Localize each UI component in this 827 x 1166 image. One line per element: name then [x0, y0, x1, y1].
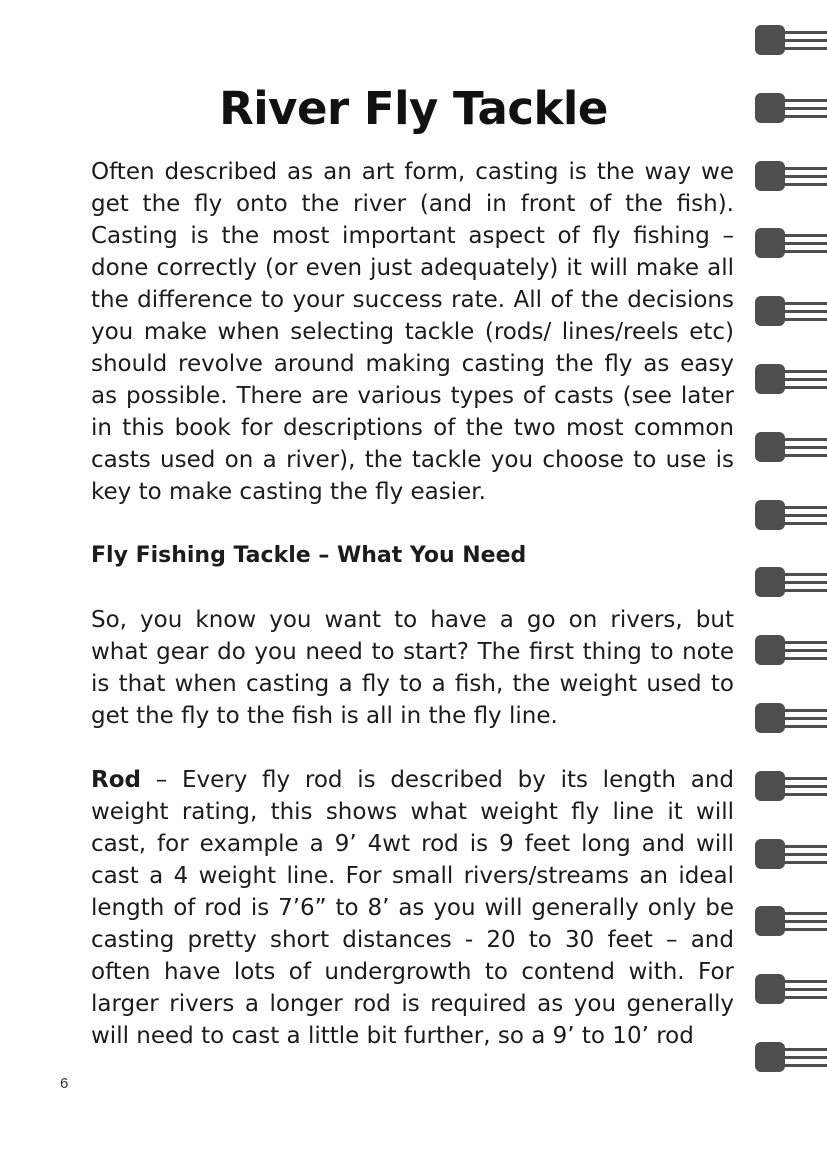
- binding-wire: [781, 853, 827, 856]
- binding-wire: [781, 793, 827, 796]
- binding-wire: [781, 845, 827, 848]
- binding-wire: [781, 589, 827, 592]
- binding-ring: [755, 228, 827, 258]
- binding-wire: [781, 861, 827, 864]
- paragraph-spacer: [91, 732, 734, 764]
- section-heading: Fly Fishing Tackle – What You Need: [91, 543, 527, 568]
- binding-wire: [781, 522, 827, 525]
- binding-wire: [781, 234, 827, 237]
- binding-wire: [781, 785, 827, 788]
- rod-paragraph: [91, 764, 734, 1052]
- binding-wire: [781, 310, 827, 313]
- binding-ring: [755, 364, 827, 394]
- spiral-binding: [755, 0, 827, 1166]
- binding-wire: [781, 988, 827, 991]
- binding-wire: [781, 996, 827, 999]
- binding-wire: [781, 107, 827, 110]
- binding-ring: [755, 703, 827, 733]
- binding-wire: [781, 506, 827, 509]
- binding-ring: [755, 635, 827, 665]
- binding-wire: [781, 1064, 827, 1067]
- intro-paragraph: Often described as an art form, casting is the way we get the fly onto the river (and in front of the fish). Casting is the most important aspect of fly fishing – done correctly (or even just adequately) it will make all the difference to your success rate. All of the decisions you make when selecting tackle (rods/ lines/reels etc) should revolve around making casting the fly as easy as possible. There are various types of casts (see later in this book for descriptions of the two most common casts used on a river), the tackle you choose to use is key to make casting the fly easier.: [91, 159, 734, 505]
- binding-wire: [781, 242, 827, 245]
- gear-paragraph: So, you know you want to have a go on rivers, but what gear do you need to start? The first thing to note is that when casting a fly to a fish, the weight used to get the fly to the fish is all in the fly line.: [91, 607, 734, 729]
- binding-wire: [781, 920, 827, 923]
- binding-ring: [755, 974, 827, 1004]
- binding-wire: [781, 167, 827, 170]
- binding-wire: [781, 39, 827, 42]
- binding-ring: [755, 25, 827, 55]
- binding-ring: [755, 567, 827, 597]
- binding-wire: [781, 47, 827, 50]
- binding-wire: [781, 1056, 827, 1059]
- binding-ring: [755, 839, 827, 869]
- binding-wire: [781, 573, 827, 576]
- binding-wire: [781, 370, 827, 373]
- binding-wire: [781, 115, 827, 118]
- binding-wire: [781, 446, 827, 449]
- binding-wire: [781, 912, 827, 915]
- binding-wire: [781, 318, 827, 321]
- page-title: River Fly Tackle: [219, 82, 608, 135]
- binding-ring: [755, 432, 827, 462]
- paragraph-spacer: [91, 508, 734, 540]
- binding-wire: [781, 378, 827, 381]
- binding-wire: [781, 709, 827, 712]
- rod-text: – Every fly rod is described by its length and weight rating, this shows what weight fly line it will cast, for example a 9’ 4wt rod is 9 feet long and will cast a 4 weight line. For small rivers/streams an ideal length of rod is 7’6” to 8’ as you will generally only be casting pretty short distances - 20 to 30 feet – and often have lots of undergrowth to contend with. For larger rivers a longer rod is required as you generally will need to cast a little bit further, so a 9’ to 10’ rod: [91, 767, 734, 1049]
- binding-ring: [755, 771, 827, 801]
- rod-label: Rod: [91, 767, 141, 793]
- binding-ring: [755, 1042, 827, 1072]
- binding-ring: [755, 93, 827, 123]
- binding-ring: [755, 500, 827, 530]
- binding-wire: [781, 183, 827, 186]
- binding-wire: [781, 980, 827, 983]
- binding-ring: [755, 906, 827, 936]
- binding-wire: [781, 928, 827, 931]
- binding-wire: [781, 777, 827, 780]
- page-body: [91, 156, 734, 1052]
- binding-wire: [781, 99, 827, 102]
- binding-wire: [781, 514, 827, 517]
- binding-ring: [755, 161, 827, 191]
- binding-wire: [781, 1048, 827, 1051]
- binding-wire: [781, 454, 827, 457]
- binding-wire: [781, 725, 827, 728]
- binding-wire: [781, 717, 827, 720]
- binding-ring: [755, 296, 827, 326]
- binding-wire: [781, 657, 827, 660]
- binding-wire: [781, 649, 827, 652]
- page-number: 6: [60, 1075, 69, 1092]
- binding-wire: [781, 438, 827, 441]
- binding-wire: [781, 386, 827, 389]
- binding-wire: [781, 250, 827, 253]
- binding-wire: [781, 581, 827, 584]
- binding-wire: [781, 302, 827, 305]
- binding-wire: [781, 641, 827, 644]
- binding-wire: [781, 175, 827, 178]
- binding-wire: [781, 31, 827, 34]
- paragraph-spacer: [91, 572, 734, 604]
